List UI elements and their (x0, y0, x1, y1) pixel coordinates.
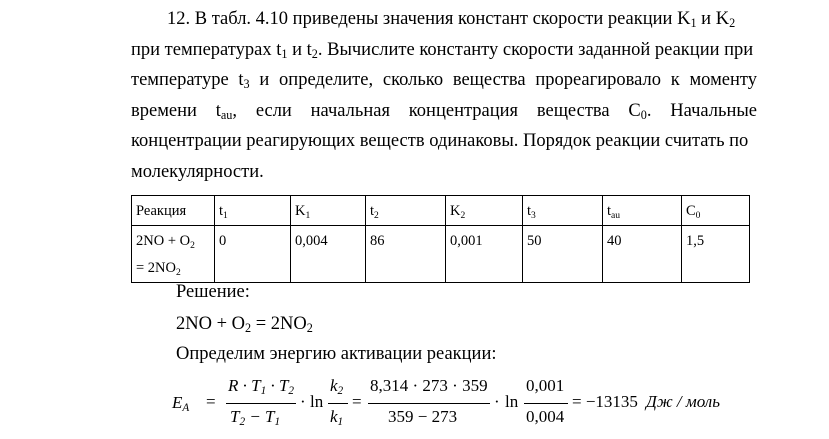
formula-denominator-2: $k_1$ (330, 407, 344, 428)
table-header-row (132, 196, 750, 226)
value-cell: 0,004 (291, 226, 366, 283)
formula-equals: = (352, 392, 362, 411)
formula-equals: = (206, 392, 216, 411)
formula-numerator-1: $R \cdot T_1 \cdot T_2$ (228, 376, 295, 397)
activation-energy-formula (172, 376, 772, 436)
problem-line-4: времени $t_{au}$, если начальная концентрация вещества $C_0$. Начальные (131, 100, 757, 122)
value-cell: 86 (366, 226, 446, 283)
problem-line-6: молекулярности. (131, 161, 264, 182)
table-row (132, 226, 750, 283)
formula-dot: · (494, 392, 500, 411)
value-cell: 50 (523, 226, 603, 283)
problem-line-1: 12. В табл. 4.10 приведены значения констант скорости реакции $K_1$ и $K_2$ (167, 9, 736, 30)
reaction-cell: $2NO + O_2$ = $2NO_2$ (132, 226, 215, 283)
header-cell: $C_0$ (682, 196, 750, 226)
fraction-bar (328, 403, 348, 404)
formula-denominator-4: 0,004 (526, 407, 565, 426)
fraction-bar (524, 403, 568, 404)
header-cell: $t_2$ (366, 196, 446, 226)
value-cell: 1,5 (682, 226, 750, 283)
formula-unit: Дж / моль (646, 392, 720, 411)
problem-line-5: концентрации реагирующих веществ одинаковы. Порядок реакции считать по (131, 131, 749, 151)
fraction-bar (226, 403, 296, 404)
header-cell: Реакция (132, 196, 215, 226)
constants-table (131, 195, 750, 283)
formula-numerator-3: 8,314 · 273 · 359 (370, 376, 488, 395)
formula-result: = −13135 (572, 392, 638, 411)
formula-lhs: $E_A$ (172, 393, 190, 414)
header-cell: $t_1$ (215, 196, 291, 226)
value-cell: 40 (603, 226, 682, 283)
fraction-bar (368, 403, 490, 404)
problem-text (131, 4, 757, 187)
value-cell: 0,001 (446, 226, 523, 283)
formula-ln: ln (505, 392, 519, 411)
formula-denominator-1: $T_2 - T_1$ (230, 407, 281, 428)
problem-line-2: при температурах $t_1$ и $t_2$. Вычислите константу скорости заданной реакции при (131, 39, 754, 61)
reaction-equation: $2NO + O_2 = 2NO_2$ (176, 314, 313, 335)
header-cell: $K_2$ (446, 196, 523, 226)
formula-numerator-2: $k_2$ (330, 376, 344, 397)
header-cell: $t_{au}$ (603, 196, 682, 226)
formula-denominator-3: 359 − 273 (388, 407, 458, 426)
header-cell: $t_3$ (523, 196, 603, 226)
value-cell: 0 (215, 226, 291, 283)
formula-ln: ln (310, 392, 324, 411)
formula-dot: · (300, 392, 306, 411)
formula-numerator-4: 0,001 (526, 376, 565, 395)
header-cell: $K_1$ (291, 196, 366, 226)
solution-heading: Решение: (176, 282, 250, 302)
problem-line-3: температуре $t_3$ и определите, сколько вещества прореагировало к моменту (131, 70, 757, 91)
activation-energy-intro: Определим энергию активации реакции: (176, 344, 497, 364)
